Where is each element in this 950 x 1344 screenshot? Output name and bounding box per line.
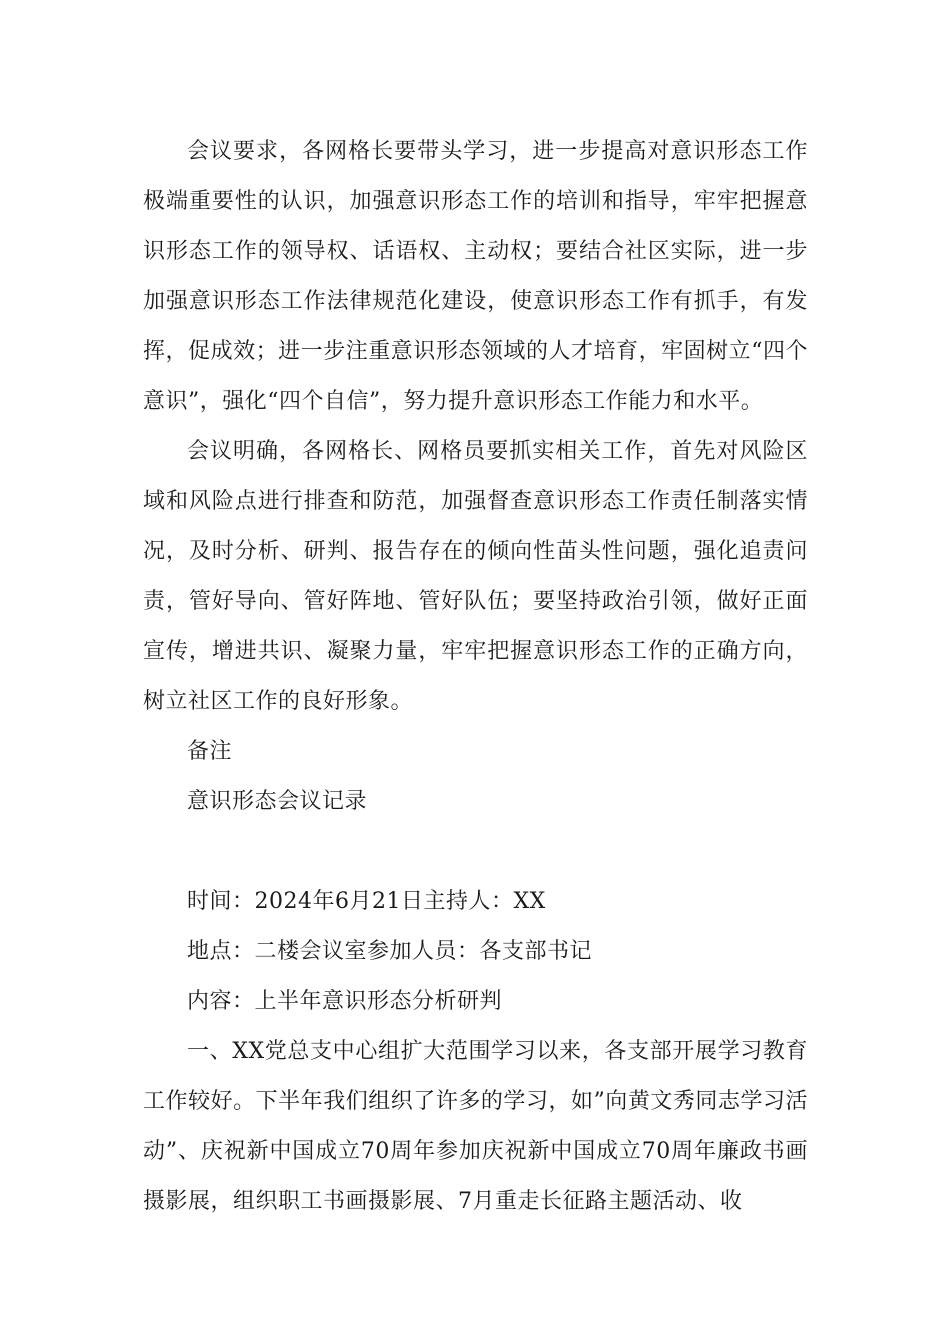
record-title: 意识形态会议记录: [187, 789, 368, 814]
meeting-requirements-paragraph: 会议要求，各网格长要带头学习，进一步提高对意识形态工作极端重要性的认识，加强意识形态工作的培训和指导，牢牢把握意识形态工作的领导权、话语权、主动权；要结合社区实际，进一步加强意识形态工作法律规范化建设，使意识形态工作有抓手，有发挥，促成效；进一步注重意识形态领域的人才培育，牢固树立“四个意识”，强化“四个自信”，努力提升意识形态工作能力和水平。: [143, 139, 808, 414]
time-host-line: 时间：2024年6月21日主持人：XX: [187, 889, 546, 914]
content-line: 内容：上半年意识形态分析研判: [187, 989, 503, 1014]
meeting-clarifications-paragraph: 会议明确，各网格长、网格员要抓实相关工作，首先对风险区域和风险点进行排查和防范，加强督查意识形态工作责任制落实情况，及时分析、研判、报告存在的倾向性苗头性问题，强化追责问责，管好导向、管好阵地、管好队伍；要坚持政治引领，做好正面宣传，增进共识、凝聚力量，牢牢把握意识形态工作的正确方向，树立社区工作的良好形象。: [143, 439, 808, 714]
place-attendees-line: 地点：二楼会议室参加人员：各支部书记: [187, 939, 593, 964]
document-body: [143, 127, 808, 1227]
study-summary-paragraph: 一、XX党总支中心组扩大范围学习以来，各支部开展学习教育工作较好。下半年我们组织了许多的学习，如”向黄文秀同志学习活动”、庆祝新中国成立70周年参加庆祝新中国成立70周年廉政书画摄影展，组织职工书画摄影展、7月重走长征路主题活动、收: [143, 1039, 808, 1214]
blank-line: [143, 827, 808, 877]
note-label: 备注: [187, 739, 233, 764]
